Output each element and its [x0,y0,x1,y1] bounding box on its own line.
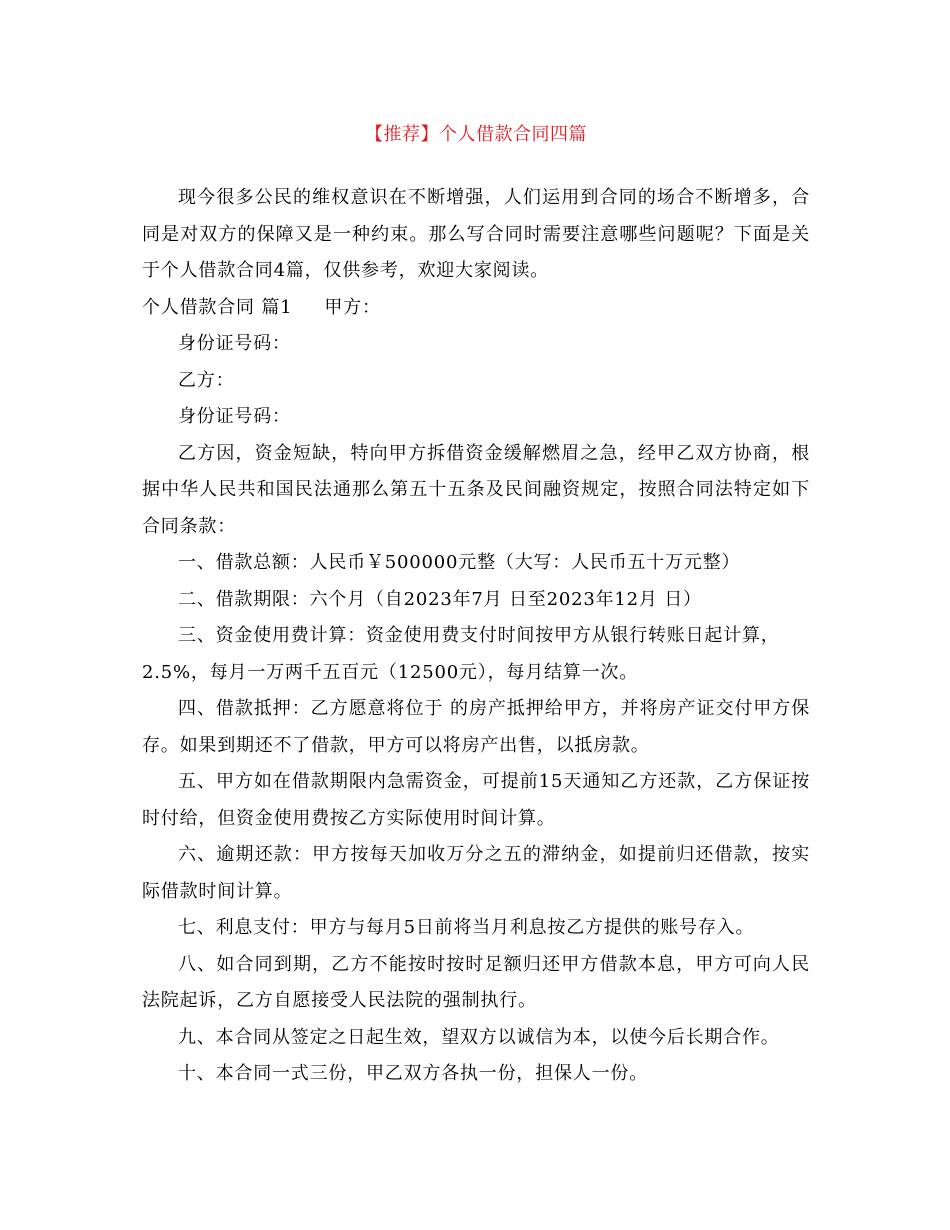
party-b-id-label: 身份证号码： [178,406,291,427]
document-title: 【推荐】个人借款合同四篇 [365,124,587,145]
preamble-paragraph: 乙方因，资金短缺，特向甲方拆借资金缓解燃眉之急，经甲乙双方协商，根据中华人民共和国民法通那么第五十五条及民间融资规定，按照合同法特定如下合同条款： [142,442,810,537]
clause-4: 四、借款抵押：乙方愿意将位于 的房产抵押给甲方，并将房产证交付甲方保存。如果到期还不了借款，甲方可以将房产出售，以抵房款。 [142,698,810,756]
section-heading: 个人借款合同 篇1 [142,296,293,318]
clause-7: 七、利息支付：甲方与每月5日前将当月利息按乙方提供的账号存入。 [178,917,755,938]
clause-6: 六、逾期还款：甲方按每天加收万分之五的滞纳金，如提前归还借款，按实际借款时间计算。 [142,844,810,902]
clause-3: 三、资金使用费计算：资金使用费支付时间按甲方从银行转账日起计算， [178,625,780,646]
party-a-label: 甲方： [324,296,381,318]
party-a-id-label: 身份证号码： [178,333,291,354]
clause-1: 一、借款总额：人民币￥500000元整（大写：人民币五十万元整） [178,552,741,573]
clause-5: 五、甲方如在借款期限内急需资金，可提前15天通知乙方还款，乙方保证按时付给，但资金使用费按乙方实际使用时间计算。 [142,771,810,829]
clause-9: 九、本合同从签定之日起生效，望双方以诚信为本，以使今后长期合作。 [178,1026,780,1048]
party-b-label: 乙方： [178,369,235,391]
clause-2: 二、借款期限：六个月（自2023年7月 日至2023年12月 日） [178,588,702,610]
intro-paragraph: 现今很多公民的维权意识在不断增强，人们运用到合同的场合不断增多，合同是对双方的保障又是一种约束。那么写合同时需要注意哪些问题呢？下面是关于个人借款合同4篇，仅供参考，欢迎大家阅读。 [142,187,810,281]
clause-8: 八、如合同到期，乙方不能按时按时足额归还甲方借款本息，甲方可向人民法院起诉，乙方自愿接受人民法院的强制执行。 [142,953,810,1011]
section-heading-line [142,290,810,327]
clause-10: 十、本合同一式三份，甲乙双方各执一份，担保人一份。 [178,1063,648,1084]
document-page [142,120,810,1093]
clause-3-continuation: 2.5%，每月一万两千五百元（12500元），每月结算一次。 [142,661,638,683]
